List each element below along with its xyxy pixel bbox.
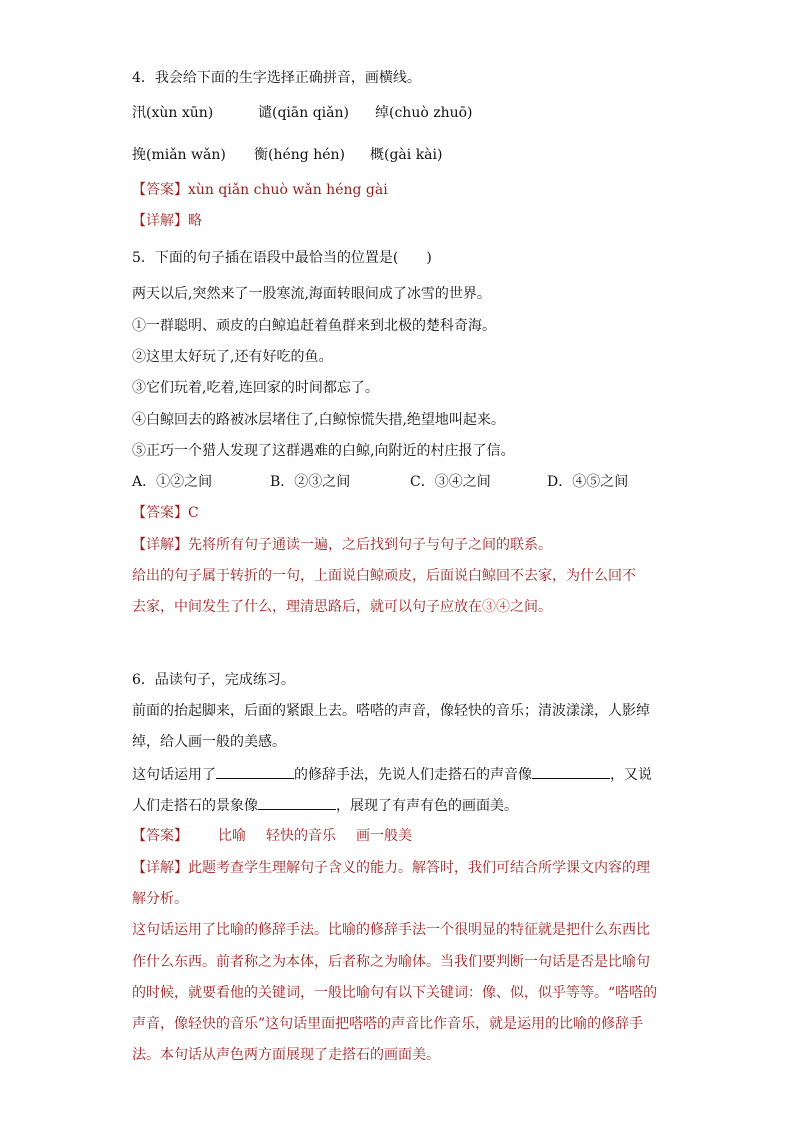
q5-sentence: 两天以后,突然来了一股寒流,海面转眼间成了冰雪的世界。 [132, 286, 491, 302]
q4-choice-5: 衡(héng hén) [254, 147, 345, 163]
q4-answer [132, 180, 388, 200]
q5-explain-line-1: 给出的句子属于转折的一句，上面说白鲸顽皮，后面说白鲸回不去家，为什么回不 [132, 568, 636, 584]
fill-text: 人们走搭石的景象像 [132, 798, 258, 814]
q6-text-line-2: 绰，给人画一般的美感。 [132, 734, 286, 750]
q5-explain-tail: 之间。 [510, 599, 552, 615]
detail-tag: 【详解】 [132, 537, 188, 553]
q5-item-5: ⑤正巧一个猎人发现了这群遇难的白鲸,向附近的村庄报了信。 [132, 443, 515, 459]
q6-detail-line-2: 解分析。 [132, 891, 188, 907]
fill-text: 这句话运用了 [132, 767, 216, 783]
q6-detail-line-4: 作什么东西。前者称之为本体，后者称之为喻体。当我们要判断一句话是否是比喻句 [132, 954, 650, 970]
answer-3: 画一般美 [356, 828, 412, 844]
q4-row1 [132, 103, 652, 123]
q5-title: 5．下面的句子插在语段中最恰当的位置是( ) [132, 250, 432, 266]
answer-tag: 【答案】 [132, 505, 188, 521]
q5-item-4: ④白鲸回去的路被冰层堵住了,白鲸惊慌失措,绝望地叫起来。 [132, 412, 505, 428]
q5-explain-highlight: ③④ [482, 599, 510, 615]
q6-detail-line-3: 这句话运用了比喻的修辞手法。比喻的修辞手法一个很明显的特征就是把什么东西比 [132, 922, 650, 938]
q5-options [132, 472, 652, 492]
q5-explain-line-2 [132, 597, 552, 617]
q4-choice-6: 概(gài kài) [370, 147, 443, 163]
q5-detail [132, 535, 552, 555]
q4-row2 [132, 145, 652, 165]
answer-2: 轻快的音乐 [266, 828, 336, 844]
q6-detail [132, 858, 650, 878]
q5-option-d: D．④⑤之间 [547, 474, 629, 490]
q6-text-line-1: 前面的抬起脚来，后面的紧跟上去。嗒嗒的声音，像轻快的音乐；清波漾漾，人影绰 [132, 703, 650, 719]
q4-detail [132, 211, 202, 231]
answer-tag: 【答案】 [132, 828, 188, 844]
detail-text: 略 [188, 213, 202, 229]
q6-fill-line-2 [132, 795, 518, 816]
q6-fill-line-1 [132, 764, 652, 785]
q5-option-b: B．②③之间 [270, 474, 351, 490]
q6-detail-line-6: 声音，像轻快的音乐”这句话里面把嗒嗒的声音比作音乐，就是运用的比喻的修辞手 [132, 1016, 644, 1032]
answer-text: C [188, 505, 199, 521]
q6-detail-line-5: 的时候，就要看他的关键词，一般比喻句有以下关键词：像、似，似乎等等。“嗒嗒的 [132, 985, 658, 1001]
fill-text: 的修辞手法，先说人们走搭石的声音像 [294, 767, 532, 783]
q4-choice-3: 绰(chuò zhuō) [375, 105, 473, 121]
q5-item-1: ①一群聪明、顽皮的白鲸追赶着鱼群来到北极的楚科奇海。 [132, 318, 496, 334]
q5-option-c: C．③④之间 [410, 474, 491, 490]
q4-choice-1: 汛(xùn xūn) [132, 105, 214, 121]
answer-tag: 【答案】 [132, 182, 188, 198]
q6-detail-line-7: 法。本句话从声色两方面展现了走搭石的画面美。 [132, 1047, 440, 1063]
q5-option-a: A．①②之间 [132, 474, 213, 490]
q5-explain-text: 去家，中间发生了什么，理清思路后，就可以句子应放在 [132, 599, 482, 615]
q5-answer [132, 503, 199, 523]
q6-title: 6．品读句子，完成练习。 [132, 672, 295, 688]
q6-answer [132, 826, 412, 846]
fill-blank-2[interactable] [532, 764, 610, 779]
q4-title: 4．我会给下面的生字选择正确拼音，画横线。 [132, 70, 421, 86]
q5-item-3: ③它们玩着,吃着,连回家的时间都忘了。 [132, 380, 379, 396]
detail-tag: 【详解】 [132, 213, 188, 229]
q4-choice-4: 挽(miǎn wǎn) [132, 147, 226, 163]
answer-1: 比喻 [218, 828, 246, 844]
fill-text: ，又说 [610, 767, 652, 783]
q5-item-2: ②这里太好玩了,还有好吃的鱼。 [132, 349, 333, 365]
q4-choice-2: 谴(qiān qiǎn) [258, 105, 349, 121]
fill-blank-1[interactable] [216, 764, 294, 779]
fill-blank-3[interactable] [258, 795, 336, 810]
detail-text: 先将所有句子通读一遍，之后找到句子与句子之间的联系。 [188, 537, 552, 553]
fill-text: ，展现了有声有色的画面美。 [336, 798, 518, 814]
detail-text: 此题考查学生理解句子含义的能力。解答时，我们可结合所学课文内容的理 [188, 860, 650, 876]
answer-text: xùn qiǎn chuò wǎn héng gài [188, 182, 388, 198]
detail-tag: 【详解】 [132, 860, 188, 876]
